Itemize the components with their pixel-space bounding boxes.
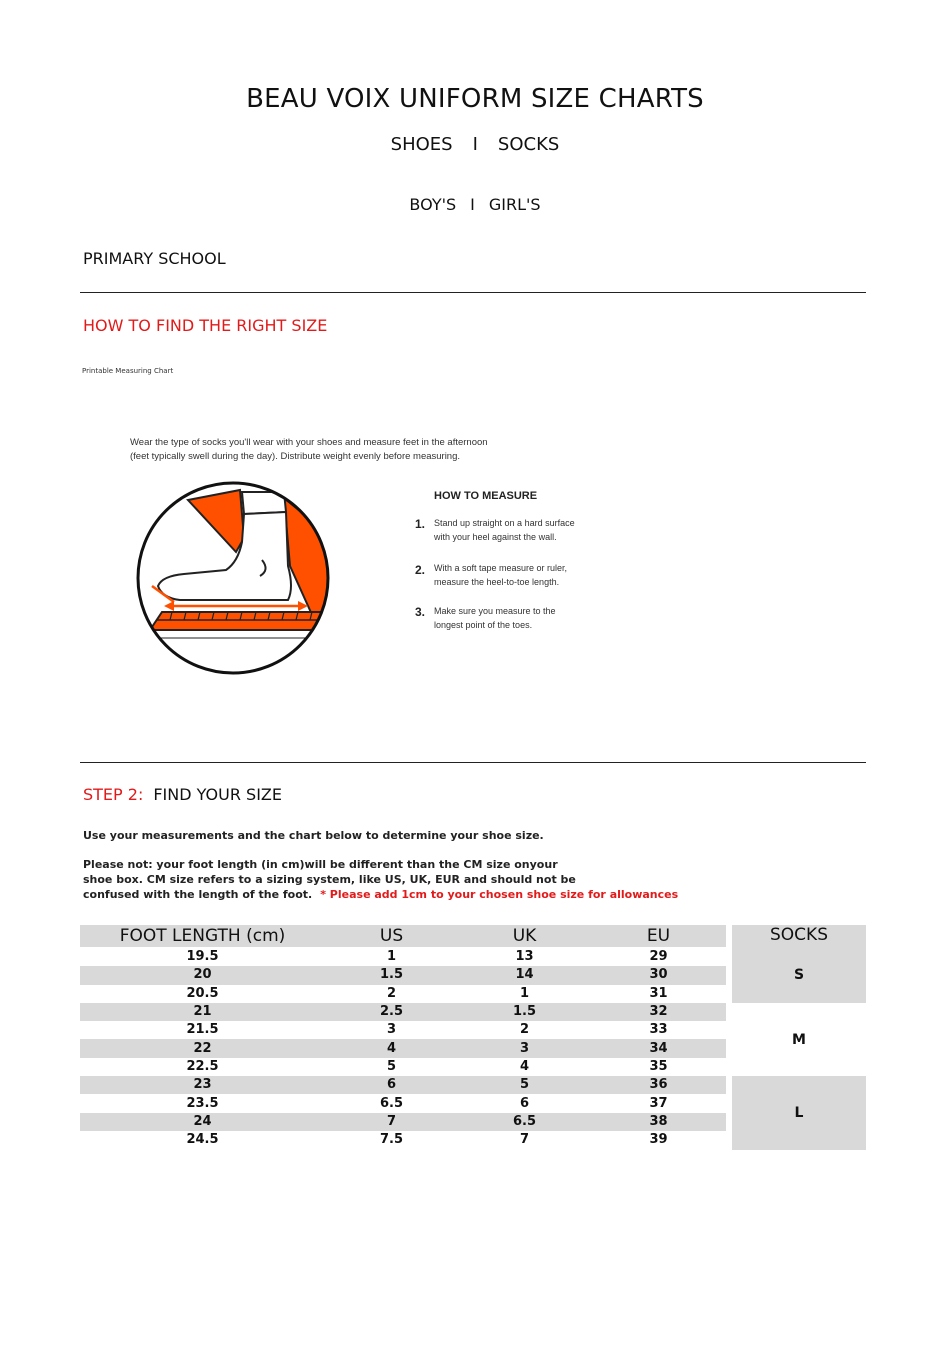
cell-uk: 14 [458,966,591,984]
how-to-measure-title: HOW TO MEASURE [434,490,538,502]
table-row [80,985,726,1003]
cell-uk: 5 [458,1076,591,1094]
cell-uk: 1 [519,985,530,1001]
cell-foot-length: 19.5 [186,949,219,965]
cell-uk: 6.5 [458,1113,591,1131]
cell-us: 2 [386,985,397,1001]
cell-foot-length: 24 [80,1113,325,1131]
cell-us: 3 [386,1022,397,1038]
cell-us: 5 [386,1058,397,1074]
page-title: BEAU VOIX UNIFORM SIZE CHARTS [246,84,704,114]
how-to-heading: HOW TO FIND THE RIGHT SIZE [83,316,328,335]
measure-intro [130,436,488,464]
size-table [80,925,726,1149]
cell-eu: 39 [649,1132,668,1148]
header-eu: EU [591,925,726,948]
gender-girls: GIRL'S [488,195,541,214]
step2-note-line1: Please not: your foot length (in cm)will be different than the CM size onyour [83,858,558,871]
cell-us: 7 [325,1113,458,1131]
cell-eu: 33 [649,1022,668,1038]
cell-uk: 2 [519,1022,530,1038]
cell-us: 1.5 [325,966,458,984]
school-level: PRIMARY SCHOOL [83,249,226,268]
cell-eu: 35 [649,1058,668,1074]
header-uk: UK [458,925,591,948]
header-foot-length: FOOT LENGTH (cm) [80,925,325,948]
cell-uk: 1.5 [458,1003,591,1021]
measure-step-number: 1. [415,517,426,531]
cell-eu: 31 [649,985,668,1001]
table-row [80,1039,726,1057]
cell-uk: 13 [515,949,534,965]
socks-size-l: L [732,1076,866,1150]
gender-line [0,195,950,214]
gender-boys: BOY'S [409,195,457,214]
step2-title: FIND YOUR SIZE [153,785,282,804]
table-row [80,1021,726,1039]
measure-intro-line1: Wear the type of socks you'll wear with your shoes and measure feet in the afternoon [130,437,488,448]
measure-step-number: 2. [415,563,426,577]
measure-step-text: Make sure you measure to the longest point of the toes. [434,606,556,630]
socks-header: SOCKS [732,925,866,947]
cell-eu: 32 [591,1003,726,1021]
header-us: US [325,925,458,948]
category-separator: I [472,134,478,155]
cell-uk: 4 [519,1058,530,1074]
socks-size-m: M [732,1003,866,1076]
table-row [80,966,726,984]
step2-note-line3: confused with the length of the foot. [83,888,313,901]
cell-uk: 3 [458,1039,591,1057]
cell-us: 1 [386,949,397,965]
cell-foot-length: 22.5 [186,1058,219,1074]
cell-uk: 7 [519,1132,530,1148]
cell-us: 6.5 [379,1095,404,1111]
socks-size-s: S [732,947,866,1003]
divider-middle [80,762,866,763]
table-row [80,1094,726,1112]
category-socks: SOCKS [497,134,560,155]
table-row [80,948,726,967]
cell-foot-length: 21.5 [186,1022,219,1038]
category-line [0,134,950,155]
cell-foot-length: 20 [80,966,325,984]
table-row [80,1113,726,1131]
size-table-header [80,925,726,948]
cell-eu: 30 [591,966,726,984]
cell-foot-length: 22 [80,1039,325,1057]
step2-heading [83,785,282,804]
cell-uk: 6 [519,1095,530,1111]
cell-foot-length: 23.5 [186,1095,219,1111]
step2-instruction: Use your measurements and the chart below to determine your shoe size. [83,829,544,842]
cell-eu: 38 [591,1113,726,1131]
table-row [80,1076,726,1094]
cell-us: 2.5 [325,1003,458,1021]
step2-note-line2: shoe box. CM size refers to a sizing system, like US, UK, EUR and should not be [83,873,576,886]
step2-label: STEP 2: [83,785,144,804]
cell-us: 6 [325,1076,458,1094]
step2-note-line3-wrap [83,887,678,902]
measure-intro-line2: (feet typically swell during the day). Distribute weight evenly before measuring. [130,451,461,462]
measure-step-text: Stand up straight on a hard surface with your heel against the wall. [434,518,575,542]
step2-note [83,857,678,902]
measure-step-number: 3. [415,605,426,619]
cell-foot-length: 20.5 [186,985,219,1001]
cell-foot-length: 23 [80,1076,325,1094]
measure-step-text: With a soft tape measure or ruler, measure the heel-to-toe length. [434,563,568,587]
table-row [80,1058,726,1076]
cell-foot-length: 21 [80,1003,325,1021]
table-row [80,1131,726,1149]
gender-separator: I [470,195,475,214]
foot-measure-illustration [128,478,338,678]
cell-foot-length: 24.5 [186,1132,219,1148]
category-shoes: SHOES [390,134,453,155]
printable-label: Printable Measuring Chart [82,367,174,375]
allowance-note: * Please add 1cm to your chosen shoe size for allowances [320,888,679,901]
cell-eu: 29 [649,949,668,965]
cell-us: 4 [325,1039,458,1057]
cell-eu: 34 [591,1039,726,1057]
cell-eu: 37 [649,1095,668,1111]
cell-eu: 36 [591,1076,726,1094]
divider-top [80,292,866,293]
table-row [80,1003,726,1021]
cell-us: 7.5 [379,1132,404,1148]
